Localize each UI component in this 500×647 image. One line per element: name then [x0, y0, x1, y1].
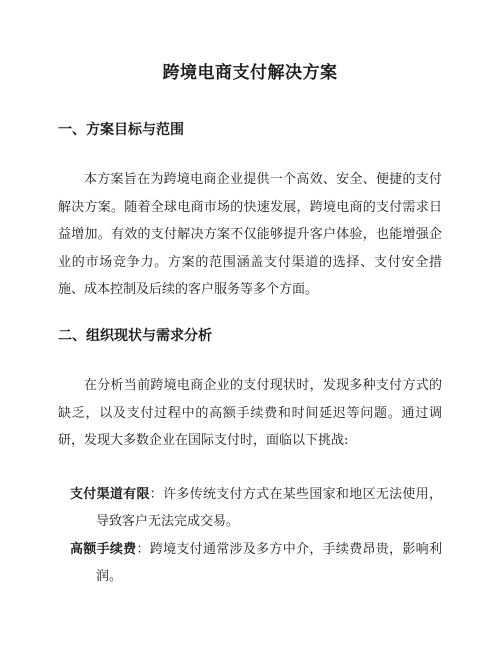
list-item	[58, 481, 442, 535]
list-item-text: ：许多传统支付方式在某些国家和地区无法使用，导致客户无法完成交易。	[96, 487, 442, 529]
section-2-paragraph: 在分析当前跨境电商企业的支付现状时，发现多种支付方式的缺乏，以及支付过程中的高额手续费和时间延迟等问题。通过调研，发现大多数企业在国际支付时，面临以下挑战:	[58, 378, 442, 448]
section-2-heading: 二、组织现状与需求分析	[58, 328, 212, 344]
list-item-label: 高额手续费	[70, 542, 137, 557]
list-item-text: ：跨境支付通常涉及多方中介，手续费昂贵，影响利润。	[96, 542, 442, 584]
list-item-label: 支付渠道有限	[70, 487, 150, 502]
section-1-paragraph: 本方案旨在为跨境电商企业提供一个高效、安全、便捷的支付解决方案。随着全球电商市场的快速发展，跨境电商的支付需求日益增加。有效的支付解决方案不仅能够提升客户体验，也能增强企业的市场竞争力。方案的范围涵盖支付渠道的选择、支付安全措施、成本控制及后续的客户服务等多个方面。	[58, 172, 442, 297]
section-1-heading: 一、方案目标与范围	[58, 122, 184, 138]
list-item	[58, 536, 442, 590]
document-title: 跨境电商支付解决方案	[162, 63, 338, 83]
